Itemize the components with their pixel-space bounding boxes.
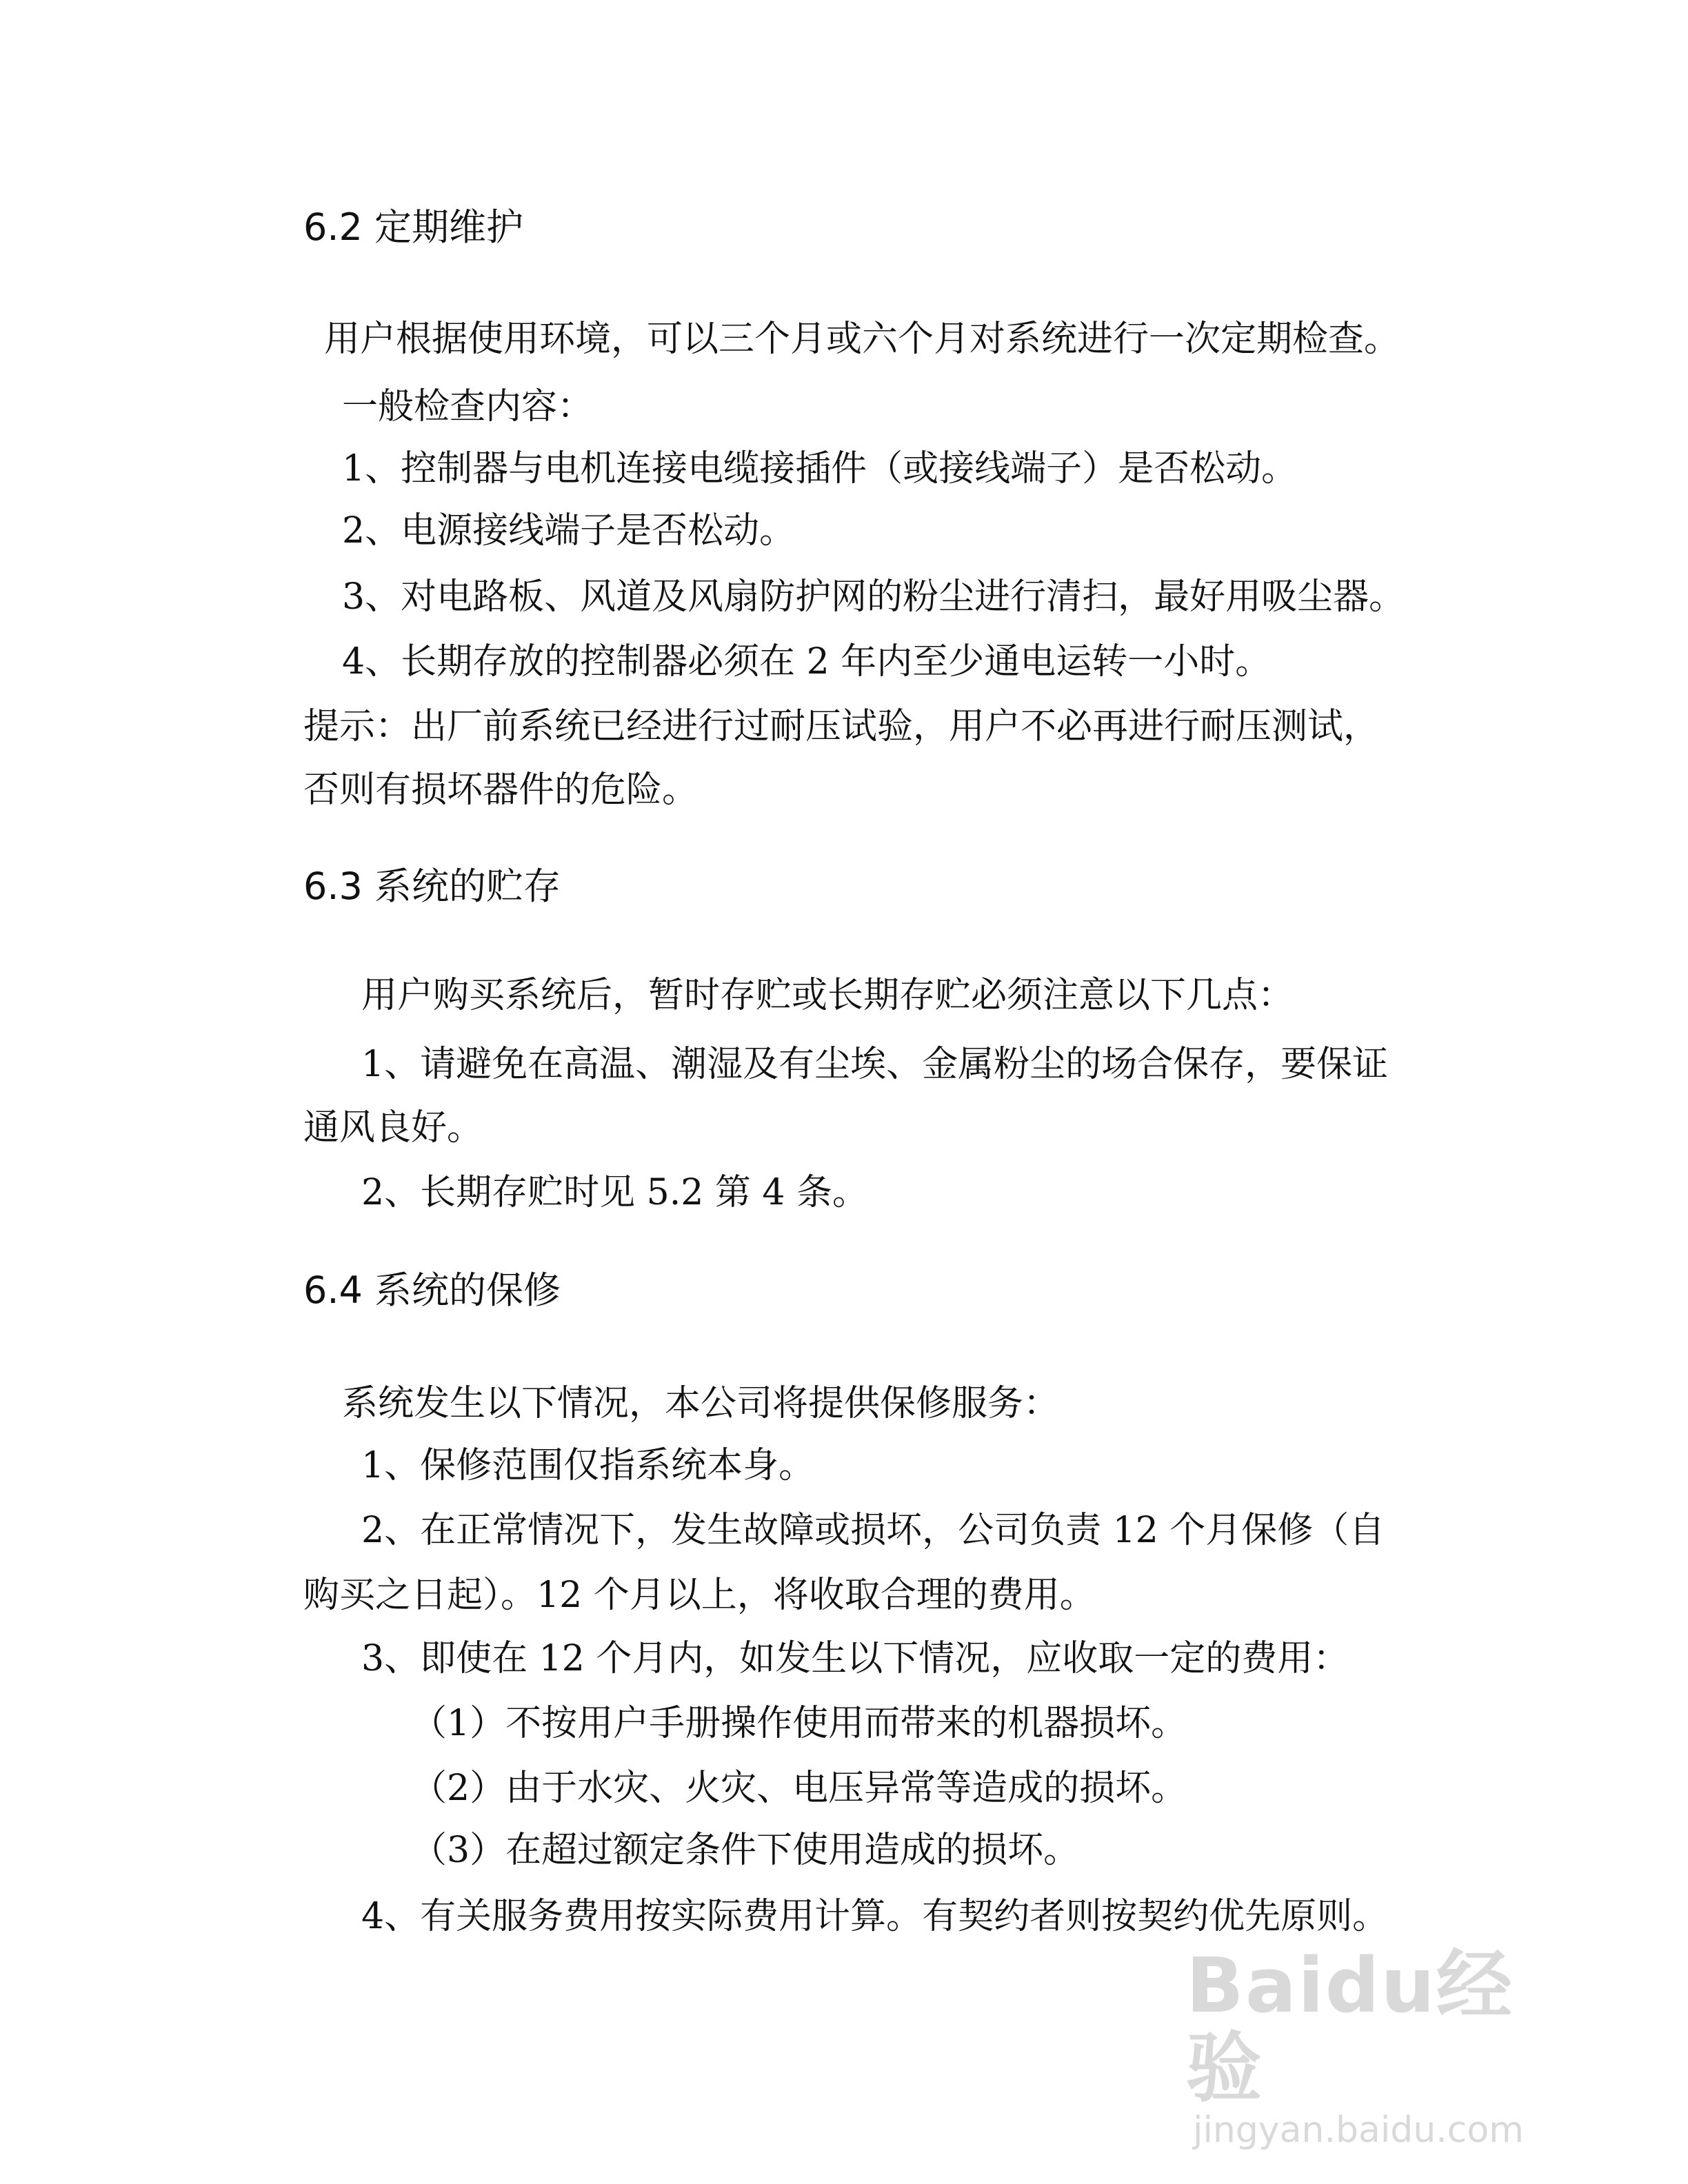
paragraph-line: 用户购买系统后，暂时存贮或长期存贮必须注意以下几点： — [361, 975, 1294, 1016]
list-item: 4、有关服务费用按实际费用计算。有契约者则按契约优先原则。 — [361, 1896, 1389, 1937]
list-item: 2、电源接线端子是否松动。 — [342, 510, 796, 552]
note-line: 提示：出厂前系统已经进行过耐压试验，用户不必再进行耐压测试， — [303, 706, 1380, 747]
section-heading-6-2: 6.2 定期维护 — [303, 205, 524, 249]
list-item: 4、长期存放的控制器必须在 2 年内至少通电运转一小时。 — [342, 641, 1272, 682]
list-item: 3、即使在 12 个月内，如发生以下情况，应收取一定的费用： — [361, 1638, 1349, 1679]
list-item: 2、在正常情况下，发生故障或损坏，公司负责 12 个月保修（自 — [361, 1510, 1385, 1551]
baidu-jingyan-watermark — [1186, 1941, 1572, 2151]
list-item: 2、长期存贮时见 5.2 第 4 条。 — [361, 1172, 868, 1213]
section-heading-6-3: 6.3 系统的贮存 — [303, 865, 561, 908]
paragraph-line: 用户根据使用环境，可以三个月或六个月对系统进行一次定期检查。 — [324, 318, 1400, 360]
section-heading-6-4: 6.4 系统的保修 — [303, 1268, 561, 1312]
list-item: 3、对电路板、风道及风扇防护网的粉尘进行清扫，最好用吸尘器。 — [342, 576, 1405, 618]
watermark-brand: Baidu经验 — [1186, 1941, 1514, 2112]
note-line: 否则有损坏器件的危险。 — [303, 769, 699, 811]
paragraph-line: 系统发生以下情况，本公司将提供保修服务： — [342, 1383, 1060, 1424]
sub-list-item: （3）在超过额定条件下使用造成的损坏。 — [411, 1830, 1080, 1871]
list-item-continuation: 通风良好。 — [303, 1107, 483, 1149]
list-item: 1、控制器与电机连接电缆接插件（或接线端子）是否松动。 — [342, 448, 1298, 489]
paragraph-line: 一般检查内容： — [342, 386, 594, 427]
list-item-continuation: 购买之日起）。12 个月以上，将收取合理的费用。 — [303, 1575, 1096, 1616]
list-item: 1、保修范围仅指系统本身。 — [361, 1445, 815, 1486]
sub-list-item: （2）由于水灾、火灾、电压异常等造成的损坏。 — [411, 1768, 1187, 1809]
watermark-url: jingyan.baidu.com — [1193, 2110, 1524, 2151]
sub-list-item: （1）不按用户手册操作使用而带来的机器损坏。 — [411, 1703, 1187, 1744]
list-item: 1、请避免在高温、潮湿及有尘埃、金属粉尘的场合保存，要保证 — [361, 1044, 1389, 1085]
